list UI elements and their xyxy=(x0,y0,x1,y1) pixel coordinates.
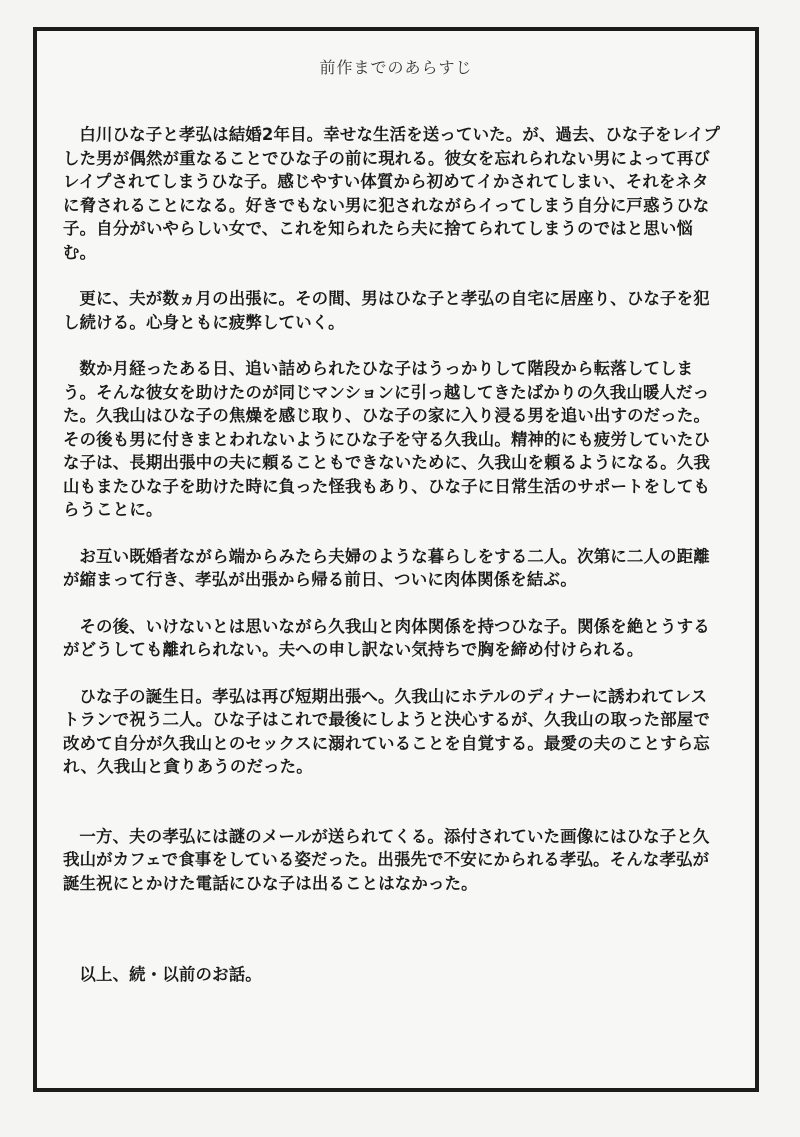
page-title: 前作までのあらすじ xyxy=(319,58,473,77)
synopsis-body xyxy=(63,123,723,1010)
paragraph: 更に、夫が数ヵ月の出張に。その間、男はひな子と孝弘の自宅に居座り、ひな子を犯し続ける。心身ともに疲弊していく。 xyxy=(63,289,710,332)
paragraph: 数か月経ったある日、追い詰められたひな子はうっかりして階段から転落してしまう。そんな彼女を助けたのが同じマンションに引っ越してきたばかりの久我山暖人だった。久我山はひな子の焦燥を感じ取り、ひな子の家に入り浸る男を追い出すのだった。その後も男に付きまとわれないようにひな子を守る久我山。精神的にも疲労していたひな子は、長期出張中の夫に頼ることもできないために、久我山を頼るようになる。久我山もまたひな子を助けた時に負った怪我もあり、ひな子に日常生活のサポートをしてもらうことに。 xyxy=(63,359,711,519)
paragraph: ひな子の誕生日。孝弘は再び短期出張へ。久我山にホテルのディナーに誘われてレストランで祝う二人。ひな子はこれで最後にしようと決心するが、久我山の取った部屋で改めて自分が久我山とのセックスに溺れていることを自覚する。最愛の夫のことすら忘れ、久我山と貪りあうのだった。 xyxy=(63,686,711,776)
paragraph: 白川ひな子と孝弘は結婚2年目。幸せな生活を送っていた。が、過去、ひな子をレイプした男が偶然が重なることでひな子の前に現れる。彼女を忘れられない男によって再びレイプされてしまうひな子。感じやすい体質から初めてイかされてしまい、それをネタに脅されることになる。好きでもない男に犯されながらイってしまう自分に戸惑うひな子。自分がいやらしい女で、これを知られたら夫に捨てられてしまうのではと思い悩む。 xyxy=(63,125,721,262)
page-frame xyxy=(33,27,759,1092)
paragraph: お互い既婚者ながら端からみたら夫婦のような暮らしをする二人。次第に二人の距離が縮まって行き、孝弘が出張から帰る前日、ついに肉体関係を結ぶ。 xyxy=(63,546,710,589)
paragraph: 一方、夫の孝弘には謎のメールが送られてくる。添付されていた画像にはひな子と久我山がカフェで食事をしている姿だった。出張先で不安にかられる孝弘。そんな孝弘が誕生祝にとかけた電話にひな子は出ることはなかった。 xyxy=(63,826,710,893)
closing-line: 以上、続・以前のお話。 xyxy=(79,965,262,984)
paragraph: その後、いけないとは思いながら久我山と肉体関係を持つひな子。関係を絶とうするがどうしても離れられない。夫への申し訳ない気持ちで胸を締め付けられる。 xyxy=(63,616,710,659)
